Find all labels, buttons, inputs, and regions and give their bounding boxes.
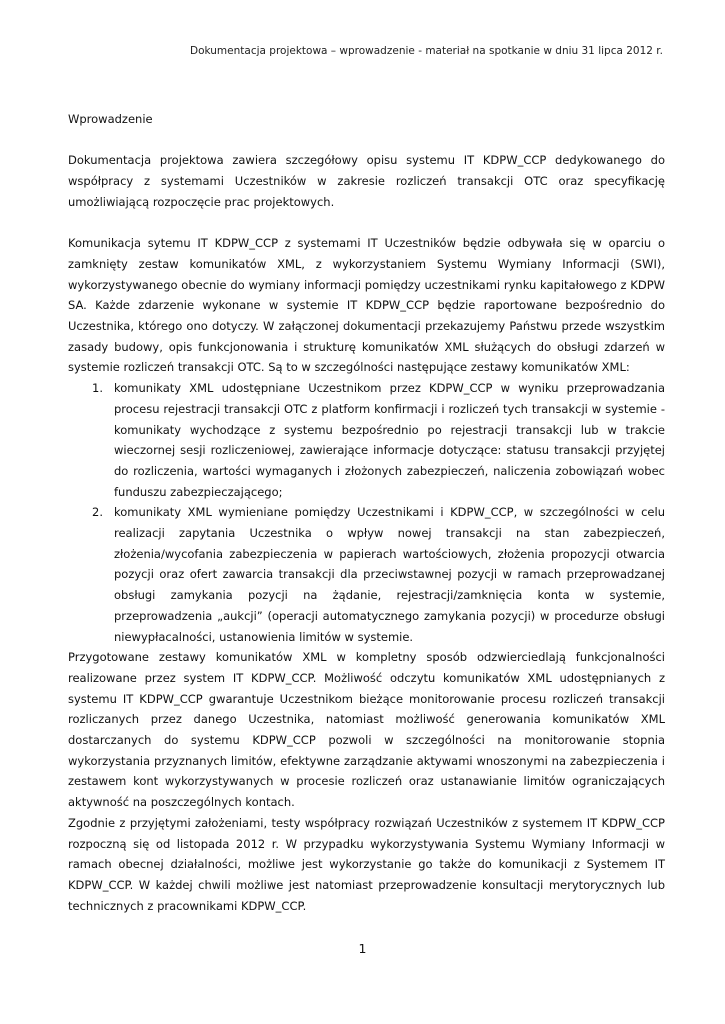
list-item-number: 1. [92,381,103,396]
list-item [68,378,665,502]
list-item-text: komunikaty XML wymieniane pomiędzy Uczestnikami i KDPW_CCP, w szczególności w celu realizacji zapytania Uczestnika o wpływ nowej transakcji na stan zabezpieczeń, złożenia/wycofania zabezpieczenia w papierach wartościowych, złożenia propozycji otwarcia pozycji oraz ofert zawarcia transakcji dla przeciwstawnej pozycji w ramach przeprowadzanej obsługi zamykania pozycji na żądanie, rejestracji/zamknięcia konta w systemie, przeprowadzenia „aukcji” (operacji automatycznego zamykania pozycji) w procedurze obsługi niewypłacalności, ustanowienia limitów w systemie. [114,505,665,644]
paragraph-intro: Dokumentacja projektowa zawiera szczegółowy opisu systemu IT KDPW_CCP dedykowanego do współpracy z systemami Uczestników w zakresie rozliczeń transakcji OTC oraz specyfikację umożliwiającą rozpoczęcie prac projektowych. [68,153,665,209]
page-header: Dokumentacja projektowa – wprowadzenie - materiał na spotkanie w dniu 31 lipca 2012 r. [190,45,663,57]
page-number: 1 [358,941,367,956]
paragraph-testing: Zgodnie z przyjętymi założeniami, testy współpracy rozwiązań Uczestników z systemem IT KDPW_CCP rozpoczną się od listopada 2012 r. W przypadku wykorzystywania Systemu Wymiany Informacji w ramach obecnej działalności, możliwe jest wykorzystanie go także do komunikacji z Systemem IT KDPW_CCP. W każdej chwili możliwe jest natomiast przeprowadzenie konsultacji merytorycznych lub technicznych z pracownikami KDPW_CCP. [68,815,665,913]
message-set-list [68,378,665,647]
document-body [68,109,665,916]
paragraph-functionality: Przygotowane zestawy komunikatów XML w kompletny sposób odzwierciedlają funkcjonalności realizowane przez system IT KDPW_CCP. Możliwość odczytu komunikatów XML udostępnianych z systemu IT KDPW_CCP gwarantuje Uczestnikom bieżące monitorowanie procesu rozliczeń transakcji rozliczanych przez danego Uczestnika, natomiast możliwość generowania komunikatów XML dostarczanych do systemu KDPW_CCP pozwoli w szczególności na monitorowanie stopnia wykorzystania przyznanych limitów, efektywne zarządzanie aktywami wnoszonymi na zabezpieczenia i zestawem kont wykorzystywanych w procesie rozliczeń oraz ustanawianie limitów ograniczających aktywność na poszczególnych kontach. [68,650,665,810]
paragraph-communication: Komunikacja sytemu IT KDPW_CCP z systemami IT Uczestników będzie odbywała się w oparciu o zamknięty zestaw komunikatów XML, z wykorzystaniem Systemu Wymiany Informacji (SWI), wykorzystywanego obecnie do wymiany informacji pomiędzy uczestnikami rynku kapitałowego z KDPW SA. Każde zdarzenie wykonane w systemie IT KDPW_CCP będzie raportowane bezpośrednio do Uczestnika, którego ono dotyczy. W załączonej dokumentacji przekazujemy Państwu przede wszystkim zasady budowy, opis funkcjonowania i strukturę komunikatów XML służących do obsługi zdarzeń w systemie rozliczeń transakcji OTC. Są to w szczególności następujące zestawy komunikatów XML: [68,236,665,375]
section-title: Wprowadzenie [68,112,153,126]
list-item-number: 2. [92,505,103,520]
list-item-text: komunikaty XML udostępniane Uczestnikom przez KDPW_CCP w wyniku przeprowadzania procesu rejestracji transakcji OTC z platform konfirmacji i rozliczeń tych transakcji w systemie - komunikaty wychodzące z systemu bezpośrednio po rejestracji transakcji lub w trakcie wieczornej sesji rozliczeniowej, zawierające informacje dotyczące: statusu transakcji przyjętej do rozliczenia, wartości wymaganych i złożonych zabezpieczeń, naliczenia zobowiązań wobec funduszu zabezpieczającego; [114,381,665,499]
list-item [68,502,665,647]
